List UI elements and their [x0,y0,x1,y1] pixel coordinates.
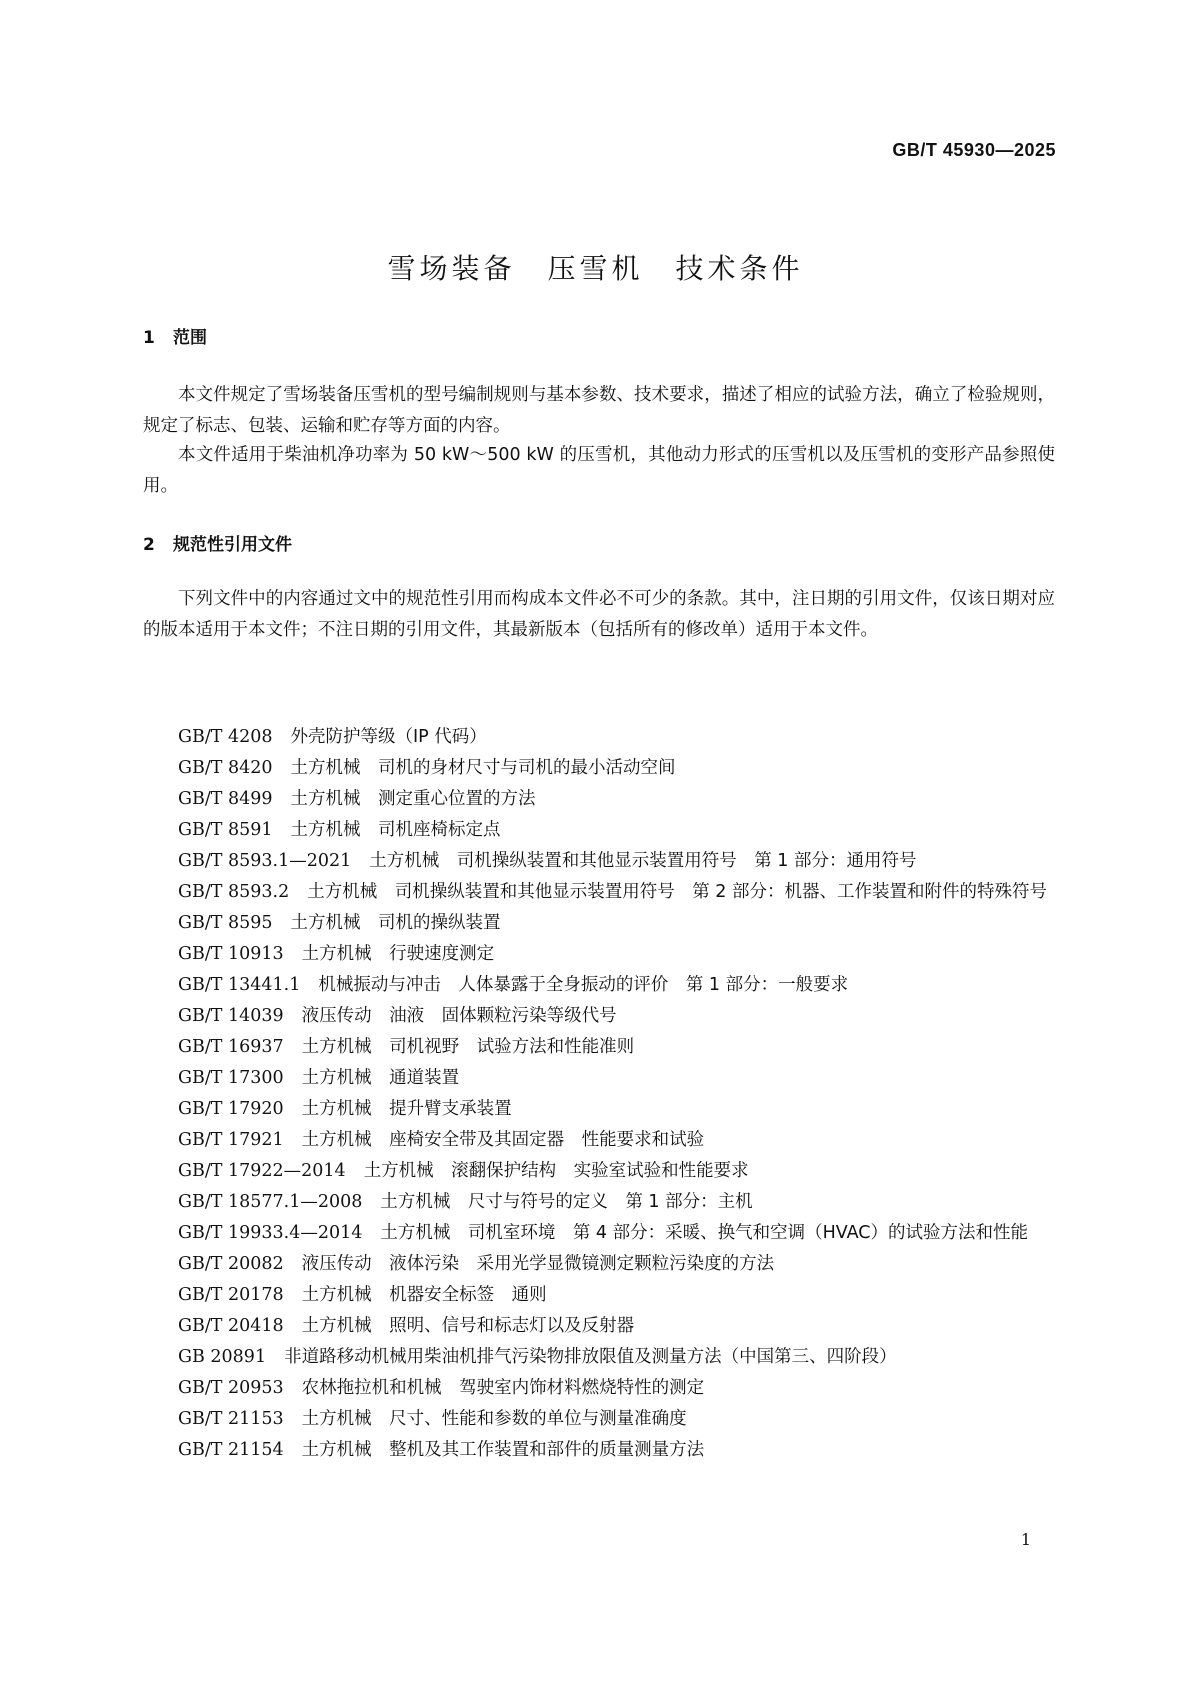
reference-code: GB/T 8593.1—2021 [178,851,352,871]
reference-code: GB/T 8420 [178,758,273,778]
reference-title: 土方机械 司机室环境 第 4 部分：采暖、换气和空调（HVAC）的试验方法和性能 [380,1223,1029,1243]
reference-item [143,1404,1055,1435]
reference-code: GB/T 19933.4—2014 [178,1223,363,1243]
reference-item [143,1249,1055,1280]
reference-code: GB/T 21154 [178,1440,284,1460]
reference-item [143,1435,1055,1466]
reference-title: 土方机械 座椅安全带及其固定器 性能要求和试验 [301,1130,705,1150]
reference-code: GB/T 8591 [178,820,273,840]
reference-item [143,1280,1055,1311]
reference-title: 土方机械 尺寸、性能和参数的单位与测量准确度 [301,1409,687,1429]
reference-title: 土方机械 尺寸与符号的定义 第 1 部分：主机 [380,1192,753,1212]
reference-item [143,1156,1055,1187]
reference-title: 土方机械 照明、信号和标志灯以及反射器 [301,1316,635,1336]
reference-item [143,908,1055,939]
reference-item [143,1001,1055,1032]
reference-item [143,722,1055,753]
reference-title: 土方机械 通道装置 [301,1068,460,1088]
reference-title: 土方机械 司机座椅标定点 [290,820,501,840]
reference-item [143,1125,1055,1156]
section-1-heading [143,323,207,348]
reference-code: GB/T 14039 [178,1006,284,1026]
document-title: 雪场装备 压雪机 技术条件 [387,252,804,285]
reference-code: GB/T 21153 [178,1409,284,1429]
reference-item [143,1187,1055,1218]
reference-item [143,1342,1055,1373]
reference-title: 农林拖拉机和机械 驾驶室内饰材料燃烧特性的测定 [301,1378,705,1398]
reference-code: GB/T 8499 [178,789,273,809]
reference-title: 外壳防护等级（IP 代码） [290,727,487,747]
reference-title: 土方机械 司机的身材尺寸与司机的最小活动空间 [290,758,676,778]
reference-title: 液压传动 液体污染 采用光学显微镜测定颗粒污染度的方法 [301,1254,775,1274]
reference-title: 土方机械 提升臂支承装置 [301,1099,512,1119]
reference-code: GB/T 17921 [178,1130,284,1150]
reference-code: GB/T 17920 [178,1099,284,1119]
reference-code: GB/T 13441.1 [178,975,301,995]
reference-title: 机械振动与冲击 人体暴露于全身振动的评价 第 1 部分：一般要求 [318,975,849,995]
reference-title: 土方机械 司机视野 试验方法和性能准则 [301,1037,635,1057]
reference-code: GB/T 8593.2 [178,882,290,902]
reference-code: GB/T 20178 [178,1285,284,1305]
reference-title: 土方机械 司机的操纵装置 [290,913,501,933]
section-1-number: 1 [143,328,155,348]
reference-item [143,1373,1055,1404]
reference-item [143,1032,1055,1063]
reference-code: GB 20891 [178,1347,267,1367]
reference-item [143,815,1055,846]
reference-title: 土方机械 滚翻保护结构 实验室试验和性能要求 [363,1161,749,1181]
reference-item [143,970,1055,1001]
reference-item [143,784,1055,815]
reference-code: GB/T 17300 [178,1068,284,1088]
reference-title: 土方机械 司机操纵装置和其他显示装置用符号 第 1 部分：通用符号 [369,851,917,871]
reference-code: GB/T 8595 [178,913,273,933]
section-2-heading [143,530,292,555]
reference-code: GB/T 10913 [178,944,284,964]
reference-item [143,1218,1055,1249]
reference-item [143,939,1055,970]
reference-list [143,722,1055,1466]
reference-code: GB/T 17922—2014 [178,1161,346,1181]
reference-item [143,1063,1055,1094]
reference-title: 土方机械 司机操纵装置和其他显示装置用符号 第 2 部分：机器、工作装置和附件的特殊符号 [307,882,1047,902]
reference-item [143,877,1055,908]
reference-item [143,753,1055,784]
reference-title: 土方机械 机器安全标签 通则 [301,1285,547,1305]
reference-item [143,1094,1055,1125]
reference-title: 土方机械 整机及其工作装置和部件的质量测量方法 [301,1440,705,1460]
reference-code: GB/T 16937 [178,1037,284,1057]
reference-code: GB/T 20082 [178,1254,284,1274]
reference-title: 液压传动 油液 固体颗粒污染等级代号 [301,1006,617,1026]
scope-paragraph-2: 本文件适用于柴油机净功率为 50 kW～500 kW 的压雪机，其他动力形式的压雪机以及压雪机的变形产品参照使用。 [143,445,1055,496]
page-number: 1 [1020,1530,1031,1549]
reference-code: GB/T 4208 [178,727,273,747]
section-2-number: 2 [143,535,155,555]
reference-title: 土方机械 测定重心位置的方法 [290,789,536,809]
reference-title: 非道路移动机械用柴油机排气污染物排放限值及测量方法（中国第三、四阶段） [284,1347,897,1367]
reference-code: GB/T 20418 [178,1316,284,1336]
scope-paragraph-1: 本文件规定了雪场装备压雪机的型号编制规则与基本参数、技术要求，描述了相应的试验方法，确立了检验规则，规定了标志、包装、运输和贮存等方面的内容。 [143,385,1055,436]
reference-title: 土方机械 行驶速度测定 [301,944,495,964]
section-2-title: 规范性引用文件 [173,535,292,555]
reference-code: GB/T 18577.1—2008 [178,1192,363,1212]
normative-references-intro: 下列文件中的内容通过文中的规范性引用而构成本文件必不可少的条款。其中，注日期的引用文件，仅该日期对应的版本适用于本文件；不注日期的引用文件，其最新版本（包括所有的修改单）适用于本文件。 [143,589,1055,640]
document-number: GB/T 45930—2025 [892,140,1056,160]
reference-item [143,846,1055,877]
section-1-title: 范围 [173,328,207,348]
reference-code: GB/T 20953 [178,1378,284,1398]
reference-item [143,1311,1055,1342]
